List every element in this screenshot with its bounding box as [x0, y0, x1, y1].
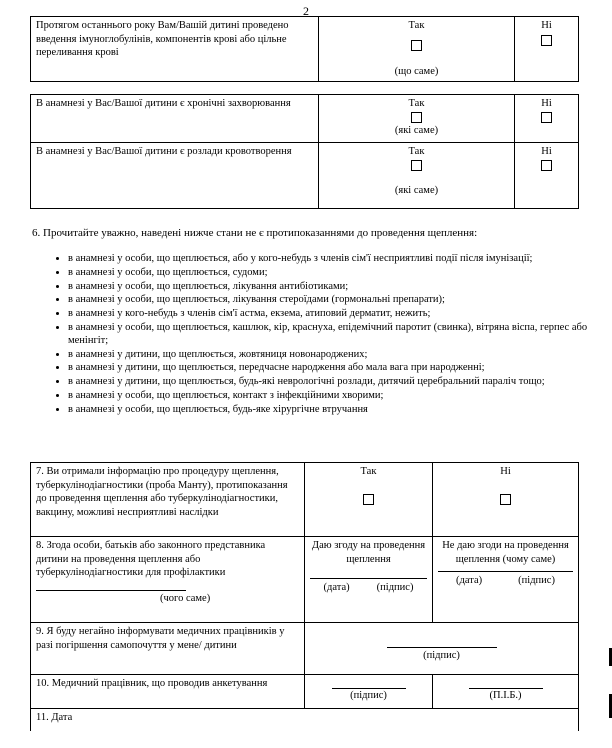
- q7-no-checkbox[interactable]: [500, 494, 511, 505]
- q9-question: 9. Я буду негайно інформувати медичних працівників у разі погіршення самопочуття у мене/ дитини: [31, 623, 305, 675]
- no-label: Ні: [500, 466, 511, 477]
- immunoglobulins-no-cell: [515, 17, 579, 82]
- refuse-cell: [433, 537, 579, 623]
- bleeding-question: В анамнезі у Вас/Вашої дитини є розлади кровотворення: [31, 143, 319, 209]
- immunoglobulins-yes-cell: [319, 17, 515, 82]
- q11-date: 11. Дата: [31, 709, 579, 731]
- list-item: • в анамнезі у особи, що щеплюється, судоми;: [68, 267, 612, 280]
- chronic-no-cell: [515, 95, 579, 143]
- q7-yes-checkbox[interactable]: [363, 494, 374, 505]
- refuse-label: Не даю згоди на проведення щеплення (чому саме): [442, 540, 569, 565]
- detail-label: (які саме): [394, 125, 439, 137]
- no-label: Ні: [541, 98, 552, 109]
- immunoglobulins-question: Протягом останнього року Вам/Вашій дитині проведено введення імуноглобулінів, компонентів крові або цільне переливання крові: [31, 17, 319, 82]
- date-label: (дата): [323, 582, 350, 594]
- what-line[interactable]: [36, 590, 186, 591]
- yes-label: Так: [408, 146, 425, 157]
- consent-signature-line[interactable]: [310, 578, 427, 595]
- q10-signature-cell: [305, 675, 433, 709]
- list-item: • в анамнезі у особи, що щеплюється, кашлюк, кір, краснуха, епідемічний паротит (свинка), вітряна віспа, герпес або менінгіт;: [68, 322, 612, 348]
- q7-yes-cell: [305, 463, 433, 537]
- signature-label: (підпис): [518, 575, 555, 587]
- list-item: • в анамнезі у особи, що щеплюється, контакт з інфекційними хворими;: [68, 390, 612, 403]
- q7-question: 7. Ви отримали інформацію про процедуру щеплення, туберкулінодіагностики (проба Манту), протипоказання до проведення щеплення або туберкулінодіагностики, вакцину, можливі несприятливі наслідки: [31, 463, 305, 537]
- list-item: • в анамнезі у дитини, що щеплюється, будь-які неврологічні розлади, дитячий церебральний параліч тощо;: [68, 376, 612, 389]
- bleeding-no-cell: [515, 143, 579, 209]
- consent-cell: [305, 537, 433, 623]
- bleeding-yes-cell: [319, 143, 515, 209]
- chronic-yes-cell: [319, 95, 515, 143]
- list-item: • в анамнезі у особи, що щеплюється, лікування антибіотиками;: [68, 281, 612, 294]
- no-label: Ні: [541, 146, 552, 157]
- yes-label: Так: [408, 98, 425, 109]
- q9-signature-cell: [305, 623, 579, 675]
- signature-label: (підпис): [376, 582, 414, 594]
- signature-label: (підпис): [350, 690, 387, 701]
- q7-no-cell: [433, 463, 579, 537]
- list-item: • в анамнезі у дитини, що щеплюється, жовтяниця новонароджених;: [68, 349, 612, 362]
- list-item: • в анамнезі у дитини, що щеплюється, передчасне народження або мала вага при народженні;: [68, 362, 612, 375]
- immunoglobulins-question-table: [30, 16, 579, 82]
- list-item: • в анамнезі у особи, що щеплюється, лікування стероїдами (гормональні препарати);: [68, 294, 612, 307]
- list-item: • в анамнезі у особи, що щеплюється, або у кого-небудь з членів сім'ї несприятливі події після імунізації;: [68, 253, 612, 266]
- q10-question: 10. Медичний працівник, що проводив анкетування: [31, 675, 305, 709]
- detail-label: (що саме): [394, 66, 439, 78]
- yes-label: Так: [408, 20, 425, 31]
- contraindication-list: [40, 253, 612, 418]
- consent-label: Даю згоду на проведення щеплення: [311, 540, 426, 565]
- bleeding-yes-checkbox[interactable]: [411, 160, 422, 171]
- no-label: Ні: [541, 20, 552, 31]
- immunoglobulins-yes-checkbox[interactable]: [411, 40, 422, 51]
- chronic-yes-checkbox[interactable]: [411, 112, 422, 123]
- page-number: 2: [303, 4, 309, 18]
- history-questions-table: [30, 94, 579, 209]
- list-item: • в анамнезі у кого-небудь з членів сім'ї астма, екзема, атиповий дерматит, нежить;: [68, 308, 612, 321]
- signature-label: (підпис): [423, 650, 460, 661]
- immunoglobulins-no-checkbox[interactable]: [541, 35, 552, 46]
- bleeding-no-checkbox[interactable]: [541, 160, 552, 171]
- q10-name-line[interactable]: [469, 688, 543, 703]
- name-label: (П.І.Б.): [489, 690, 522, 701]
- q9-signature-line[interactable]: [387, 647, 497, 663]
- q10-name-cell: [433, 675, 579, 709]
- q8-cell: [31, 537, 305, 623]
- refuse-signature-line[interactable]: [438, 571, 573, 588]
- yes-label: Так: [360, 466, 377, 477]
- chronic-no-checkbox[interactable]: [541, 112, 552, 123]
- q10-signature-line[interactable]: [332, 688, 406, 703]
- list-item: • в анамнезі у особи, що щеплюється, будь-яке хірургічне втручання: [68, 404, 612, 417]
- q8-question: 8. Згода особи, батьків або законного представника дитини на проведення щеплення або туберкулінодіагностики для профілактики: [36, 540, 266, 579]
- detail-label: (які саме): [394, 185, 439, 197]
- consent-table: [30, 462, 579, 731]
- what-label: (чого саме): [160, 592, 211, 604]
- section6-heading: 6. Прочитайте уважно, наведені нижче стани не є протипоказаннями до проведення щеплення:: [32, 227, 478, 239]
- date-label: (дата): [456, 575, 483, 587]
- chronic-question: В анамнезі у Вас/Вашої дитини є хронічні захворювання: [31, 95, 319, 143]
